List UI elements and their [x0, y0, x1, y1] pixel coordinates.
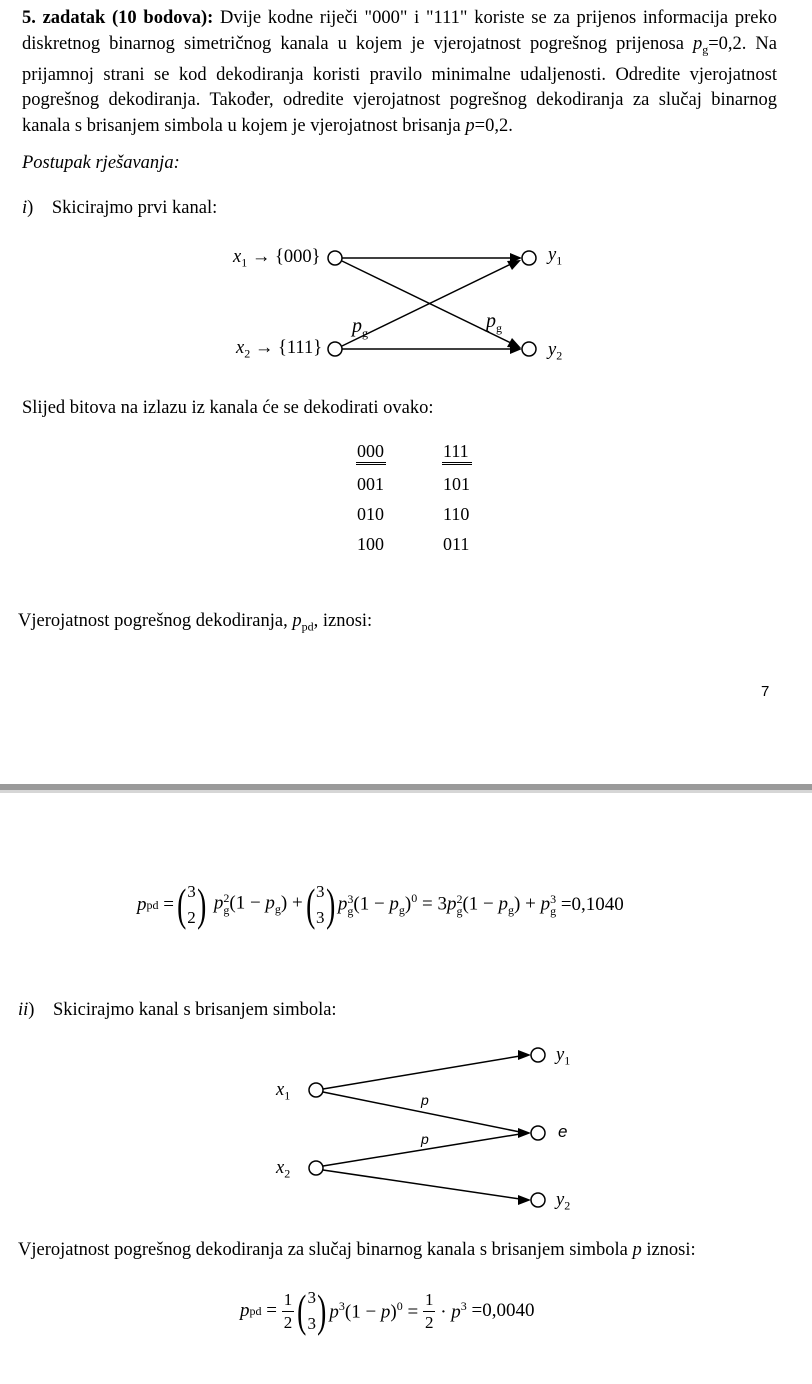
x1-code: → {000}	[251, 247, 321, 267]
binom-top: 3	[307, 1288, 317, 1307]
task-text-c: =0,2.	[474, 115, 513, 136]
bsc-channel-diagram	[0, 230, 812, 370]
arrow-x1-y2	[507, 338, 521, 348]
task-text-b: =0,2. Na prijamnoj strani se kod dekodiranja koristi pravilo minimalne udaljenosti. Odredite vjerojatnost pogrešnog dekodiranja. Također, odredite vjerojatnost pogrešnog dekodiranja za slučaj binarnog kanala s brisanjem simbola u kojem je vjerojatnost brisanja	[22, 33, 777, 136]
binom-bot: 3	[307, 1314, 317, 1333]
y1-node	[531, 1048, 545, 1062]
part1-numeral: i	[22, 198, 28, 218]
bec-prob-intro: Vjerojatnost pogrešnog dekodiranja za slučaj binarnog kanala s brisanjem simbola p iznosi:	[18, 1240, 696, 1260]
page-number: 7	[761, 683, 770, 700]
formula2-result: =0,0040	[471, 1300, 535, 1321]
bec-y1-label: $y_1$	[556, 1045, 571, 1068]
procedure-label: Postupak rješavanja:	[22, 153, 180, 173]
x2-node	[309, 1161, 323, 1175]
ppd-intro: Vjerojatnost pogrešnog dekodiranja, $p_{pd}$, iznosi:	[18, 611, 373, 634]
task-statement	[22, 6, 777, 139]
decode-header-0-underline	[356, 462, 386, 465]
x1-node	[309, 1083, 323, 1097]
edge-x1-y1	[323, 1056, 520, 1089]
frac1-den: 2	[283, 1312, 293, 1332]
bec-x1-label: $x_1$	[276, 1080, 291, 1103]
bec-y2-label: $y_2$	[556, 1190, 571, 1213]
page-separator-shadow	[0, 790, 812, 793]
bec-x2-label: $x_2$	[276, 1158, 291, 1181]
decode-intro: Slijed bitova na izlazu iz kanala će se dekodirati ovako:	[22, 398, 434, 418]
part2-title-text: Skicirajmo kanal s brisanjem simbola:	[52, 1000, 337, 1020]
arrow-y1	[518, 1050, 531, 1060]
decode-cell: 010	[357, 504, 384, 524]
y2-label: $y_2$	[548, 340, 563, 363]
formula-ppd-bsc: p pd = ( 3 2 ) p 2 g $(1 - p_g)$ + ( 3 3 ) p 3 g $(1 - p_g)^0 = 3p$ 2 g $(1 - p_g) + p$ 3 g =0,1040	[137, 879, 624, 930]
decode-cell: 101	[443, 474, 470, 494]
decode-header-1-underline	[442, 462, 472, 465]
frac1-num: 1	[282, 1289, 295, 1312]
edge-x2-y2	[323, 1170, 520, 1199]
part2-numeral: ii	[18, 1000, 29, 1020]
binom1-top: 3	[187, 882, 196, 901]
binom2-bot: 3	[316, 908, 325, 927]
bec-p-bottom-label: p	[421, 1131, 429, 1147]
bec-e-label: e	[558, 1122, 568, 1141]
x2-label: $x_2 \to \{111\}$	[236, 338, 323, 361]
part1-title: i) Skicirajmo prvi kanal:	[22, 198, 218, 218]
task-heading: 5. zadatak (10 bodova):	[22, 8, 214, 28]
e-node	[531, 1126, 545, 1140]
arrow-y2	[518, 1195, 531, 1205]
formula-ppd-bec: p pd = $\frac{1}{2}$ ( 3 3 ) $p^3(1 - p)^0$ = $\frac{1}{2}$ · $p^3$ =0,0040	[240, 1285, 535, 1336]
frac2-num: 1	[423, 1289, 436, 1312]
binom1-bot: 2	[187, 908, 196, 927]
pg-label-left: $p_g$	[352, 315, 368, 340]
x2-node	[328, 342, 342, 356]
task-text-a: Dvije kodne riječi "000" i "111" koriste se za prijenos informacija preko diskretnog binarnog simetričnog kanala u kojem je vjerojatnost pogrešnog prijenosa	[22, 8, 777, 54]
pg-symbol: p	[692, 33, 703, 54]
decode-cell: 100	[357, 534, 384, 554]
pg-label-right: $p_g$	[486, 310, 502, 335]
part1-title-text: Skicirajmo prvi kanal:	[51, 198, 218, 218]
decode-cell: 001	[357, 474, 384, 494]
y2-node	[522, 342, 536, 356]
pg-sub: g	[702, 42, 709, 57]
arrow-e	[518, 1128, 531, 1138]
decode-header-0: 000	[357, 441, 384, 461]
bec-p-top-label: p	[421, 1092, 429, 1108]
y1-node	[522, 251, 536, 265]
x1-label: $x_1 \to \{000\}$	[233, 247, 321, 270]
y1-label: $y_1$	[548, 245, 563, 268]
bec-channel-diagram	[0, 1040, 812, 1220]
decode-cell: 110	[443, 504, 470, 524]
part2-title: ii) Skicirajmo kanal s brisanjem simbola:	[18, 1000, 337, 1020]
formula1-result: =0,1040	[560, 894, 624, 915]
decode-cell: 011	[443, 534, 470, 554]
binom2-top: 3	[316, 882, 325, 901]
frac2-den: 2	[424, 1312, 434, 1332]
p-symbol: p	[465, 115, 475, 136]
y2-node	[531, 1193, 545, 1207]
decode-header-1: 111	[443, 441, 469, 461]
x2-code: → {111}	[254, 338, 323, 358]
x1-node	[328, 251, 342, 265]
